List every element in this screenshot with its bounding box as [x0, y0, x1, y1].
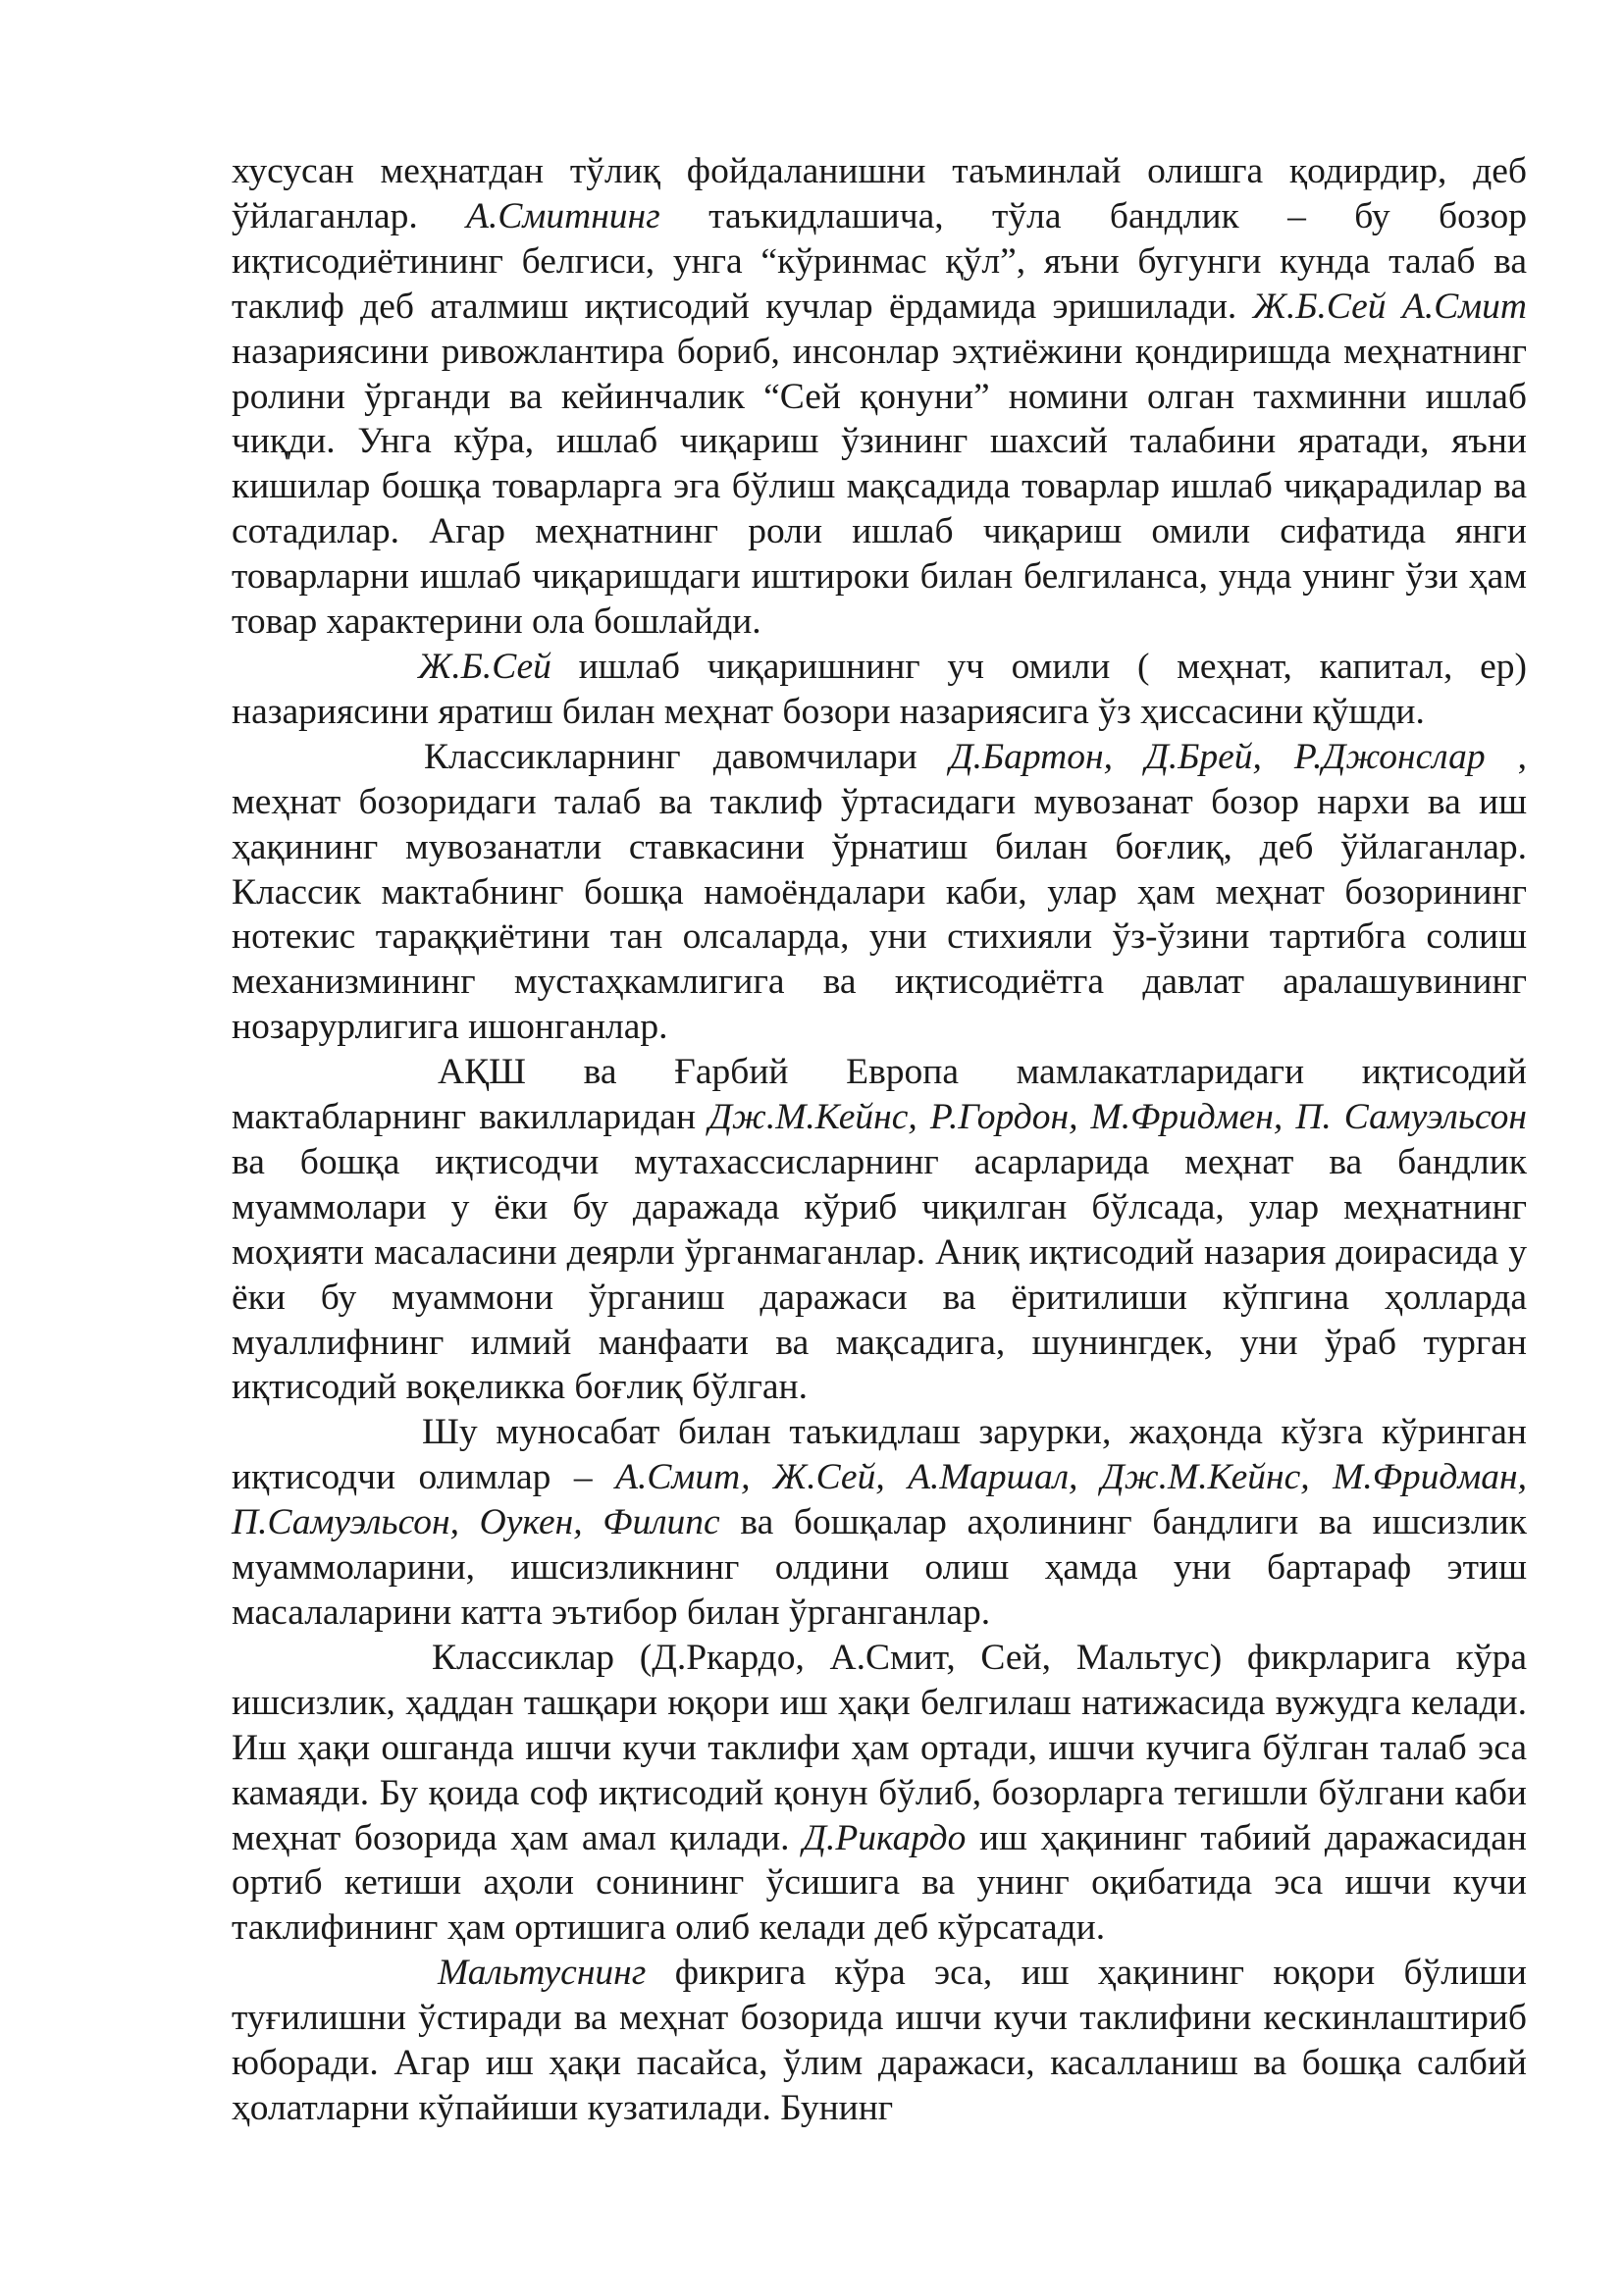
body-text: ишлаб чиқаришнинг уч омили ( меҳнат, капитал, ер) назариясини яратиш билан меҳнат бозори назариясига ўз ҳиссасини қўшди. [232, 646, 1527, 732]
body-text: хусусан меҳнатдан тўлиқ фойдаланишни таъминлай олишга қодирдир, деб ўйлаганлар. [232, 151, 1527, 236]
body-text: АҚШ ва Ғарбий Европа мамлакатларидаги иқтисодий мактабларнинг вакилларидан [232, 1052, 1527, 1138]
body-text: ва бошқалар аҳолининг бандлиги ва ишсизлик муаммоларини, ишсизликнинг олдини олиш ҳамда уни бартараф этиш масалаларини катта эътибор билан ўрганганлар. [232, 1502, 1527, 1633]
body-text: Шу муносабат билан таъкидлаш зарурки, жаҳонда кўзга кўринган иқтисодчи олимлар – [232, 1412, 1527, 1498]
paragraph-6 [232, 1636, 1527, 1951]
body-text: иш ҳақининг табиий даражасидан ортиб кетиши аҳоли сонининг ўсишига ва унинг оқибатида эса ишчи кучи таклифининг ҳам ортишига олиб келади деб кўрсатади. [232, 1817, 1527, 1949]
author-name-text: Д.Бартон, Д.Брей, Р.Джонслар [949, 736, 1486, 777]
paragraph-4 [232, 1050, 1527, 1410]
body-text: ва бошқа иқтисодчи мутахассисларнинг асарларида меҳнат ва бандлик муаммолари у ёки бу даражада кўриб чиқилган бўлсада, улар меҳнатнинг моҳияти масаласини деярли ўрганмаганлар. Аниқ иқтисодий назария доирасида у ёки бу муаммони ўрганиш даражаси ва ёритилиши кўпгина ҳолларда муаллифнинг илмий манфаати ва мақсадига, шунингдек, уни ўраб турган иқтисодий воқеликка боғлиқ бўлган. [232, 1141, 1527, 1408]
paragraph-7 [232, 1951, 1527, 2131]
author-name-text: А.Смит, Ж.Сей, А.Маршал, Дж.М.Кейнс, М.Фридман, П.Самуэльсон, Оукен, Филипс [232, 1457, 1527, 1543]
author-name-text: Мальтуснинг [438, 1953, 647, 1994]
paragraph-5 [232, 1410, 1527, 1636]
author-name-text: Ж.Б.Сей А.Смит [1252, 286, 1527, 327]
body-text: Классиклар (Д.Ркардо, А.Смит, Сей, Мальтус) фикрларига кўра ишсизлик, ҳаддан ташқари юқори иш ҳақи белгилаш натижасида вужудга келади. Иш ҳақи ошганда ишчи кучи таклифи ҳам ортади, ишчи кучига бўлган талаб эса камаяди. Бу қоида соф иқтисодий қонун бўлиб, бозорларга тегишли бўлгани каби меҳнат бозорида ҳам амал қилади. [232, 1637, 1527, 1858]
body-text: фикрига кўра эса, иш ҳақининг юқори бўлиши туғилишни ўстиради ва меҳнат бозорида ишчи кучи таклифини кескинлаштириб юборади. Агар иш ҳақи пасайса, ўлим даражаси, касалланиш ва бошқа салбий ҳолатларни кўпайиши кузатилади. Бунинг [232, 1953, 1527, 2128]
body-text: Классикларнинг давомчилари [424, 736, 950, 777]
document-page [232, 149, 1527, 2131]
body-text: , меҳнат бозоридаги талаб ва таклиф ўртасидаги мувозанат бозор нархи ва иш ҳақининг мувозанатли ставкасини ўрнатиш билан боғлиқ, деб ўйлаганлар. Классик мактабнинг бошқа намоёндалари каби, улар ҳам меҳнат бозорининг нотекис тараққиётини тан олсаларда, уни стихияли ўз-ўзини тартибга солиш механизмининг мустаҳкамлигига ва иқтисодиётга давлат аралашувининг нозарурлигига ишонганлар. [232, 736, 1528, 1048]
author-name-text: Д.Рикардо [803, 1817, 967, 1858]
paragraph-1 [232, 149, 1527, 645]
author-name-text: Ж.Б.Сей [418, 646, 551, 687]
body-text: таъкидлашича, тўла бандлик – бу бозор иқтисодиётининг белгиси, унга “кўринмас қўл”, яъни бугунги кунда талаб ва таклиф деб аталмиш иқтисодий кучлар ёрдамида эришилади. [232, 195, 1527, 327]
author-name-text: А.Смитнинг [466, 195, 660, 236]
author-name-text: Дж.М.Кейнс, Р.Гордон, М.Фридмен, П. Самуэльсон [708, 1097, 1527, 1138]
paragraph-2 [232, 645, 1527, 735]
paragraph-3 [232, 735, 1527, 1050]
body-text: назариясини ривожлантира бориб, инсонлар эҳтиёжини қондиришда меҳнатнинг ролини ўрганди ва кейинчалик “Сей қонуни” номини олган тахминни ишлаб чиқди. Унга кўра, ишлаб чиқариш ўзининг шахсий талабини яратади, яъни кишилар бошқа товарларга эга бўлиш мақсадида товарлар ишлаб чиқарадилар ва сотадилар. Агар меҳнатнинг роли ишлаб чиқариш омили сифатида янги товарларни ишлаб чиқаришдаги иштироки билан белгиланса, унда унинг ўзи ҳам товар характерини ола бошлайди. [232, 331, 1527, 643]
